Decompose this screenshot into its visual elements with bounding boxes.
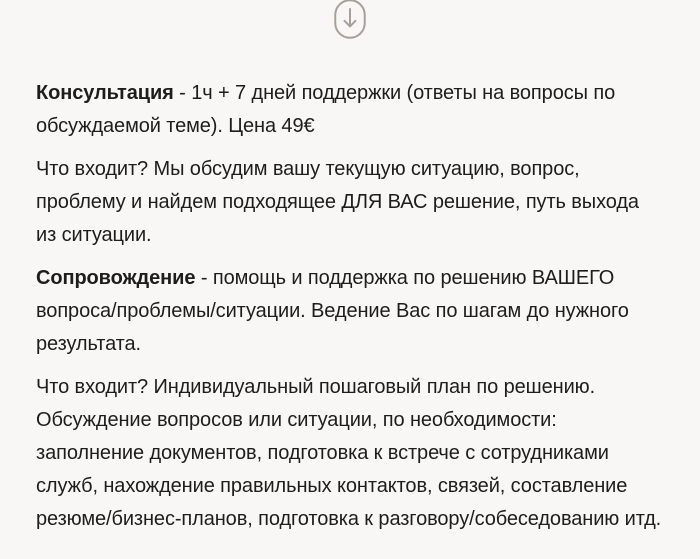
paragraph-support-details	[36, 371, 664, 536]
support-title: Сопровождение	[36, 267, 196, 289]
paragraph-consultation	[36, 77, 664, 143]
article	[0, 39, 700, 536]
support-details-text: Что входит? Индивидуальный пошаговый план по решению. Обсуждение вопросов или ситуации, по необходимости: заполнение документов, подготовка к встрече с сотрудниками служб, нахождение правильных контактов, связей, составление резюме/бизнес-планов, подготовка к разговору/собеседованию итд.	[36, 376, 662, 530]
paragraph-support	[36, 262, 664, 361]
consultation-details-text: Что входит? Мы обсудим вашу текущую ситуацию, вопрос, проблему и найдем подходящее ДЛЯ ВАС решение, путь выхода из ситуации.	[36, 158, 639, 246]
consultation-text: - 1ч + 7 дней поддержки (ответы на вопросы по обсуждаемой теме). Цена 49€	[36, 82, 616, 137]
paragraph-consultation-details	[36, 153, 664, 252]
support-text: - помощь и поддержка по решению ВАШЕГО вопроса/проблемы/ситуации. Ведение Вас по шагам до нужного результата.	[36, 267, 629, 355]
arrow-down-icon[interactable]	[334, 0, 366, 39]
scroll-indicator	[0, 0, 700, 39]
consultation-title: Консультация	[36, 82, 174, 104]
